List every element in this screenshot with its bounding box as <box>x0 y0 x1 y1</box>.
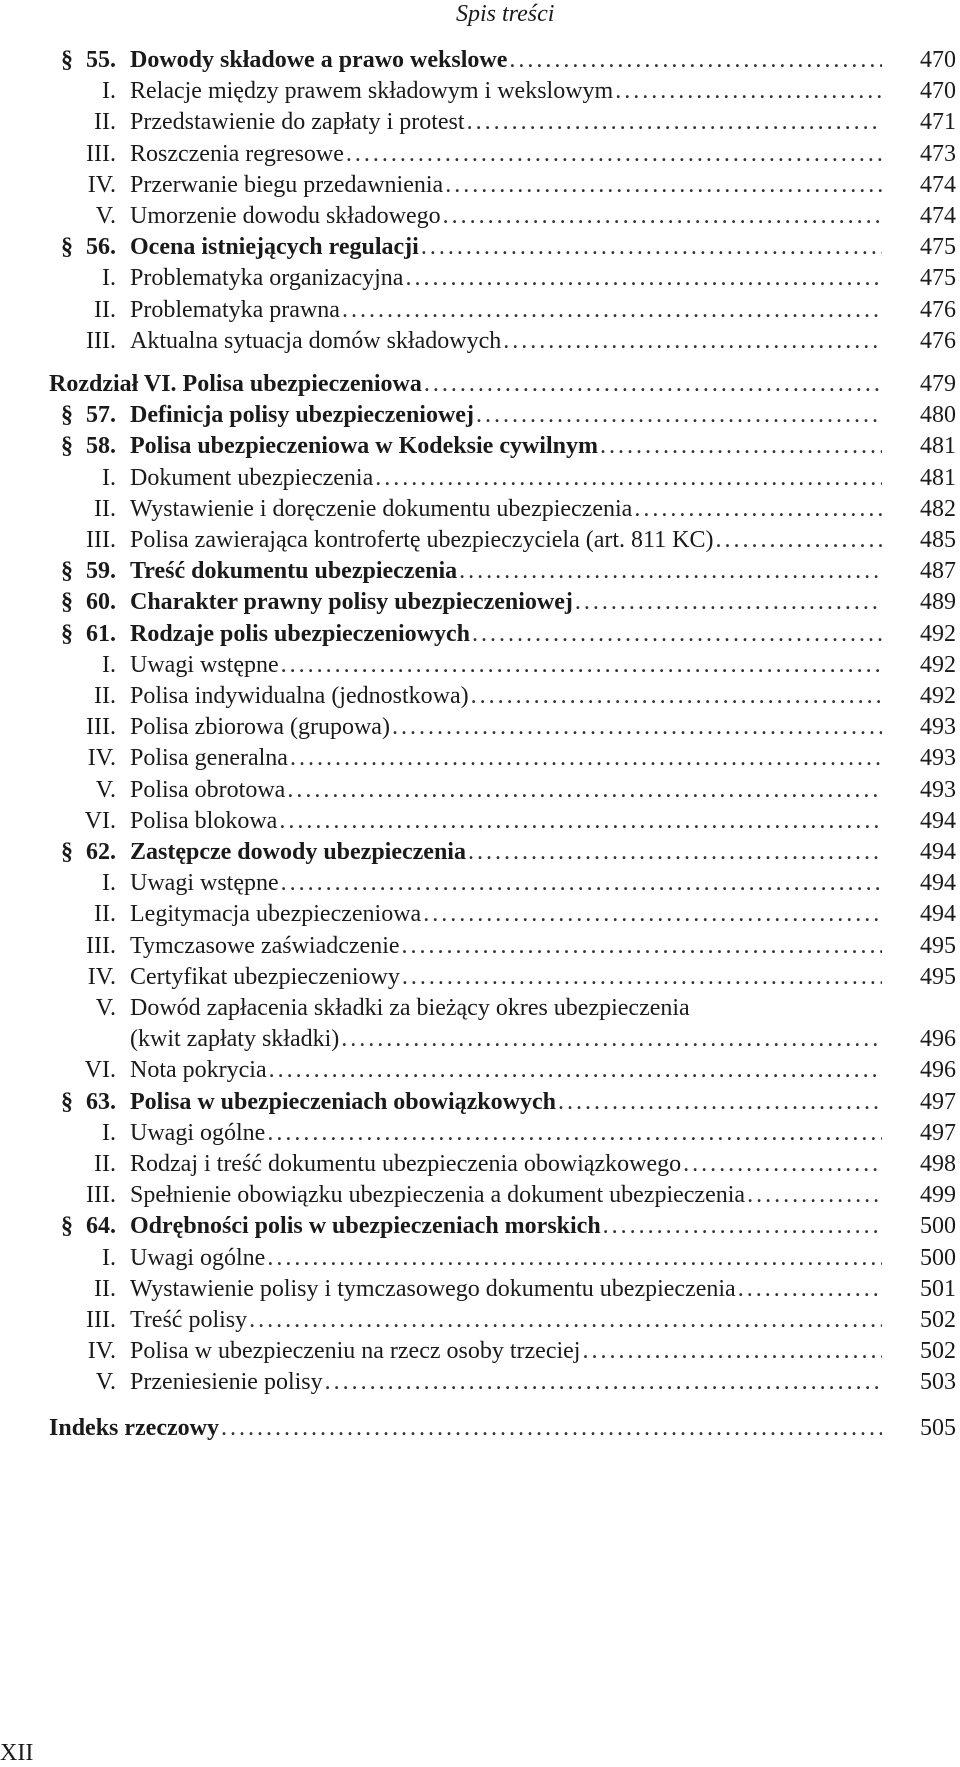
toc-page-number: 481 <box>920 433 956 460</box>
toc-page-number: 470 <box>920 47 956 73</box>
toc-entry-number: 63. <box>86 1088 116 1115</box>
toc-section-entry[interactable] <box>0 836 956 868</box>
toc-entry-number: III. <box>86 527 116 553</box>
toc-entry-number: III. <box>86 1182 116 1209</box>
toc-entry-title: Rodzaje polis ubezpieczeniowych ..... <box>130 618 882 650</box>
toc-section-entry[interactable] <box>0 586 956 618</box>
toc-subsection-entry[interactable] <box>0 200 956 232</box>
toc-page-number: 479 <box>920 371 956 397</box>
toc-entry-title: Treść dokumentu ubezpieczenia ..... <box>130 555 882 587</box>
toc-subsection-entry[interactable] <box>0 106 956 138</box>
toc-entry-number: III. <box>86 932 116 959</box>
toc-page-number: 476 <box>920 296 956 323</box>
toc-entry-number: 55. <box>86 47 116 73</box>
toc-entry-number: II. <box>94 1275 116 1302</box>
toc-entry-number: III. <box>86 714 116 741</box>
toc-page-number: 471 <box>920 109 956 136</box>
toc-entry-title: Relacje między prawem składowym i wekslowym ..... <box>130 75 882 107</box>
toc-subsection-entry[interactable] <box>0 867 956 899</box>
toc-subsection-entry[interactable] <box>0 680 956 712</box>
dot-leader <box>683 1148 882 1180</box>
toc-page-number: 494 <box>920 870 956 897</box>
toc-subsection-entry[interactable] <box>0 493 956 525</box>
toc-entry-title: Legitymacja ubezpieczeniowa ..... <box>130 898 882 930</box>
dot-leader <box>249 1304 882 1336</box>
toc-entry-title: Wystawienie i doręczenie dokumentu ubezpieczenia ..... <box>130 493 882 525</box>
toc-entry-title: Polisa blokowa ..... <box>130 805 882 837</box>
toc-entry-title: Dokument ubezpieczenia ..... <box>130 462 882 494</box>
dot-leader <box>392 711 882 743</box>
toc-entry-number: I. <box>102 265 116 292</box>
dot-leader <box>421 231 882 263</box>
toc-entry-title: Uwagi ogólne ..... <box>130 1242 882 1274</box>
toc-entry-title: Polisa generalna ..... <box>130 742 882 774</box>
dot-leader <box>468 836 882 868</box>
toc-entry-number: IV. <box>87 1338 116 1365</box>
section-symbol: § <box>61 589 73 616</box>
page-number: XII <box>0 1740 34 1766</box>
toc-page-number: 475 <box>920 265 956 292</box>
toc-entry-number: I. <box>102 464 116 491</box>
dot-leader <box>747 1179 882 1211</box>
toc-entry-number: I. <box>102 78 116 105</box>
toc-subsection-entry[interactable] <box>0 262 956 294</box>
toc-section-entry[interactable] <box>0 430 956 462</box>
dot-leader <box>405 262 882 294</box>
toc-page-number: 494 <box>920 807 956 834</box>
toc-entry-number: III. <box>86 327 116 354</box>
toc-entry-title: Problematyka organizacyjna ..... <box>130 262 882 294</box>
dot-leader <box>346 138 882 170</box>
toc-subsection-entry[interactable] <box>0 1366 956 1398</box>
toc-page-number: 497 <box>920 1119 956 1146</box>
toc-entry-number: II. <box>94 296 116 323</box>
toc-subsection-entry[interactable] <box>0 294 956 326</box>
toc-page-number: 487 <box>920 558 956 585</box>
toc-entry-number: III. <box>86 140 116 167</box>
toc-page-number: 481 <box>920 464 956 491</box>
toc-entry-number: V. <box>95 995 116 1021</box>
dot-leader <box>342 294 882 326</box>
toc-entry-title: Certyfikat ubezpieczeniowy ..... <box>130 961 882 993</box>
toc-entry-title: Uwagi wstępne ..... <box>130 649 882 681</box>
toc-page-number: 492 <box>920 683 956 709</box>
toc-page-number: 502 <box>920 1307 956 1333</box>
dot-leader <box>267 1242 882 1274</box>
toc-entry-title: Wystawienie polisy i tymczasowego dokumentu ubezpieczenia ..... <box>130 1273 882 1305</box>
toc-page-number: 475 <box>920 234 956 261</box>
toc-entry-title: Spełnienie obowiązku ubezpieczenia a dokument ubezpieczenia ..... <box>130 1179 882 1211</box>
section-symbol: § <box>61 1088 73 1115</box>
toc-subsection-entry[interactable] <box>0 1304 956 1336</box>
toc-entry-number: 57. <box>86 402 116 429</box>
toc-page-number: 485 <box>920 527 956 553</box>
dot-leader <box>402 930 882 962</box>
dot-leader <box>471 680 882 712</box>
toc-subsection-entry[interactable] <box>0 774 956 806</box>
toc-section-entry[interactable] <box>0 44 956 76</box>
toc-entry-title: Charakter prawny polisy ubezpieczeniowej ..... <box>130 586 882 618</box>
toc-subsection-entry[interactable] <box>0 1273 956 1305</box>
toc-entry-title: Tymczasowe zaświadczenie ..... <box>130 930 882 962</box>
toc-entry-title: Indeks rzeczowy ..... <box>49 1412 882 1444</box>
toc-page-number: 498 <box>920 1151 956 1177</box>
toc-chapter-entry[interactable] <box>0 1412 956 1444</box>
dot-leader <box>375 462 882 494</box>
section-symbol: § <box>61 558 73 585</box>
toc-section-entry[interactable] <box>0 399 956 431</box>
toc-entry-title: Polisa ubezpieczeniowa w Kodeksie cywilnym ..... <box>130 430 882 462</box>
toc-page-number: 495 <box>920 963 956 990</box>
dot-leader <box>279 805 882 837</box>
toc-entry-number: I. <box>102 651 116 678</box>
toc-entry-number: II. <box>94 495 116 522</box>
toc-subsection-entry[interactable] <box>0 649 956 681</box>
dot-leader <box>634 493 882 525</box>
toc-chapter-entry[interactable] <box>0 368 956 400</box>
toc-entry-title: Treść polisy ..... <box>130 1304 882 1336</box>
toc-entry-title: Problematyka prawna ..... <box>130 294 882 326</box>
toc-entry-number: VI. <box>84 807 116 834</box>
toc-entry-title: Roszczenia regresowe ..... <box>130 138 882 170</box>
toc-entry-number: IV. <box>87 171 116 198</box>
dot-leader <box>459 555 882 587</box>
toc-entry-title: Ocena istniejących regulacji ..... <box>130 231 882 263</box>
toc-subsection-entry[interactable] <box>0 1335 956 1367</box>
toc-subsection-entry[interactable] <box>0 169 956 201</box>
toc-entry-title: Uwagi ogólne ..... <box>130 1117 882 1149</box>
toc-entry-number: 58. <box>86 433 116 460</box>
toc-entry-title: Rozdział VI. Polisa ubezpieczeniowa ..... <box>49 368 882 400</box>
toc-entry-title: Definicja polisy ubezpieczeniowej ..... <box>130 399 882 431</box>
toc-entry-title: Polisa indywidualna (jednostkowa) ..... <box>130 680 882 712</box>
toc-entry-number: II. <box>94 683 116 709</box>
toc-page-number: 494 <box>920 839 956 865</box>
dot-leader <box>290 742 882 774</box>
toc-page-number: 499 <box>920 1182 956 1209</box>
dot-leader <box>269 1054 882 1086</box>
toc-entry-title: Przerwanie biegu przedawnienia ..... <box>130 169 882 201</box>
toc-page-number: 473 <box>920 140 956 167</box>
toc-subsection-entry[interactable] <box>0 524 956 556</box>
toc-entry-title: Nota pokrycia ..... <box>130 1054 882 1086</box>
section-symbol: § <box>61 839 73 865</box>
toc-entry-number: 64. <box>86 1213 116 1240</box>
toc-subsection-entry[interactable] <box>0 742 956 774</box>
toc-entry-number: I. <box>102 870 116 897</box>
toc-entry-title: Polisa w ubezpieczeniach obowiązkowych ..... <box>130 1086 882 1118</box>
toc-entry-number: V. <box>95 1369 116 1396</box>
toc-page-number: 480 <box>920 402 956 429</box>
toc-entry-title: Przedstawienie do zapłaty i protest ..... <box>130 106 882 138</box>
dot-leader <box>281 649 882 681</box>
toc-page-number: 482 <box>920 495 956 522</box>
dot-leader <box>476 399 882 431</box>
running-head: Spis treści <box>456 1 555 27</box>
dot-leader <box>615 75 882 107</box>
toc-subsection-entry[interactable] <box>0 992 956 1024</box>
toc-entry-number: 61. <box>86 620 116 647</box>
toc-subsection-entry[interactable] <box>0 898 956 930</box>
toc-page-number: 496 <box>920 1057 956 1084</box>
toc-entry-number: II. <box>94 1151 116 1177</box>
dot-leader <box>341 1023 882 1055</box>
dot-leader <box>445 169 882 201</box>
toc-subsection-entry[interactable] <box>0 1148 956 1180</box>
toc-page-number: 496 <box>920 1026 956 1053</box>
toc-entry-title: Polisa w ubezpieczeniu na rzecz osoby trzeciej ..... <box>130 1335 882 1367</box>
toc-subsection-entry[interactable] <box>0 75 956 107</box>
dot-leader <box>443 200 882 232</box>
toc-entry-title: (kwit zapłaty składki) ..... <box>130 1023 882 1055</box>
dot-leader <box>221 1412 882 1444</box>
dot-leader <box>575 586 882 618</box>
toc-page-number: 502 <box>920 1338 956 1365</box>
dot-leader <box>582 1335 882 1367</box>
toc-page-number: 492 <box>920 620 956 647</box>
toc-subsection-entry[interactable] <box>0 1023 956 1055</box>
dot-leader <box>325 1366 882 1398</box>
toc-page-number: 505 <box>920 1414 956 1441</box>
toc-page-number: 500 <box>920 1213 956 1240</box>
toc-page-number: 497 <box>920 1088 956 1115</box>
toc-subsection-entry[interactable] <box>0 1117 956 1149</box>
toc-subsection-entry[interactable] <box>0 138 956 170</box>
toc-section-entry[interactable] <box>0 231 956 263</box>
toc-entry-number: IV. <box>87 963 116 990</box>
toc-subsection-entry[interactable] <box>0 325 956 357</box>
toc-entry-number: 56. <box>86 234 116 261</box>
toc-section-entry[interactable] <box>0 618 956 650</box>
toc-entry-number: 62. <box>86 839 116 865</box>
toc-subsection-entry[interactable] <box>0 1054 956 1086</box>
toc-page-number: 476 <box>920 327 956 354</box>
dot-leader <box>424 368 882 400</box>
toc-entry-number: 59. <box>86 558 116 585</box>
toc-page-number: 474 <box>920 203 956 229</box>
dot-leader <box>509 44 882 76</box>
toc-page-number: 489 <box>920 589 956 616</box>
section-symbol: § <box>61 620 73 647</box>
dot-leader <box>287 774 882 806</box>
toc-page-number: 503 <box>920 1369 956 1396</box>
dot-leader <box>558 1086 882 1118</box>
dot-leader <box>267 1117 882 1149</box>
dot-leader <box>600 430 882 462</box>
toc-entry-number: I. <box>102 1244 116 1271</box>
toc-entry-title: Dowody składowe a prawo wekslowe ..... <box>130 44 882 76</box>
dot-leader <box>472 618 882 650</box>
toc-page-number: 495 <box>920 932 956 959</box>
toc-entry-number: V. <box>95 203 116 229</box>
toc-entry-number: 60. <box>86 589 116 616</box>
toc-subsection-entry[interactable] <box>0 462 956 494</box>
toc-entry-title: Umorzenie dowodu składowego ..... <box>130 200 882 232</box>
dot-leader <box>281 867 882 899</box>
dot-leader <box>402 961 882 993</box>
toc-page-number: 493 <box>920 745 956 772</box>
toc-page-number: 501 <box>920 1275 956 1302</box>
section-symbol: § <box>61 433 73 460</box>
toc-page-number: 500 <box>920 1244 956 1271</box>
toc-page-number: 470 <box>920 78 956 105</box>
dot-leader <box>716 524 883 556</box>
toc-section-entry[interactable] <box>0 555 956 587</box>
toc-entry-title: Polisa zbiorowa (grupowa) ..... <box>130 711 882 743</box>
toc-entry-number: IV. <box>87 745 116 772</box>
toc-entry-number: VI. <box>84 1057 116 1084</box>
toc-entry-number: II. <box>94 901 116 928</box>
section-symbol: § <box>61 234 73 261</box>
toc-entry-title: Rodzaj i treść dokumentu ubezpieczenia obowiązkowego ..... <box>130 1148 882 1180</box>
toc-entry-number: I. <box>102 1119 116 1146</box>
toc-page-number: 493 <box>920 714 956 741</box>
section-symbol: § <box>61 1213 73 1240</box>
toc-entry-title: Dowód zapłacenia składki za bieżący okres ubezpieczenia <box>130 992 882 1024</box>
toc-entry-title: Zastępcze dowody ubezpieczenia ..... <box>130 836 882 868</box>
toc-entry-title: Aktualna sytuacja domów składowych ..... <box>130 325 882 357</box>
toc-subsection-entry[interactable] <box>0 930 956 962</box>
toc-entry-title: Uwagi wstępne ..... <box>130 867 882 899</box>
toc-page-number: 494 <box>920 901 956 928</box>
toc-page-number: 492 <box>920 651 956 678</box>
dot-leader <box>603 1210 882 1242</box>
dot-leader <box>738 1273 882 1305</box>
toc-entry-title: Odrębności polis w ubezpieczeniach morskich ..... <box>130 1210 882 1242</box>
section-symbol: § <box>61 47 73 73</box>
dot-leader <box>503 325 882 357</box>
toc-section-entry[interactable] <box>0 1210 956 1242</box>
toc-subsection-entry[interactable] <box>0 805 956 837</box>
dot-leader <box>467 106 882 138</box>
toc-entry-title: Polisa zawierająca kontrofertę ubezpieczyciela (art. 811 KC) ..... <box>130 524 882 556</box>
toc-entry-title: Polisa obrotowa ..... <box>130 774 882 806</box>
toc-entry-number: V. <box>95 776 116 803</box>
toc-entry-title: Przeniesienie polisy ..... <box>130 1366 882 1398</box>
dot-leader <box>423 898 882 930</box>
toc-entry-number: III. <box>86 1307 116 1333</box>
section-symbol: § <box>61 402 73 429</box>
toc-subsection-entry[interactable] <box>0 961 956 993</box>
toc-page-number: 493 <box>920 776 956 803</box>
toc-subsection-entry[interactable] <box>0 1179 956 1211</box>
toc-subsection-entry[interactable] <box>0 711 956 743</box>
toc-subsection-entry[interactable] <box>0 1242 956 1274</box>
toc-entry-number: II. <box>94 109 116 136</box>
toc-section-entry[interactable] <box>0 1086 956 1118</box>
toc-page-number: 474 <box>920 171 956 198</box>
